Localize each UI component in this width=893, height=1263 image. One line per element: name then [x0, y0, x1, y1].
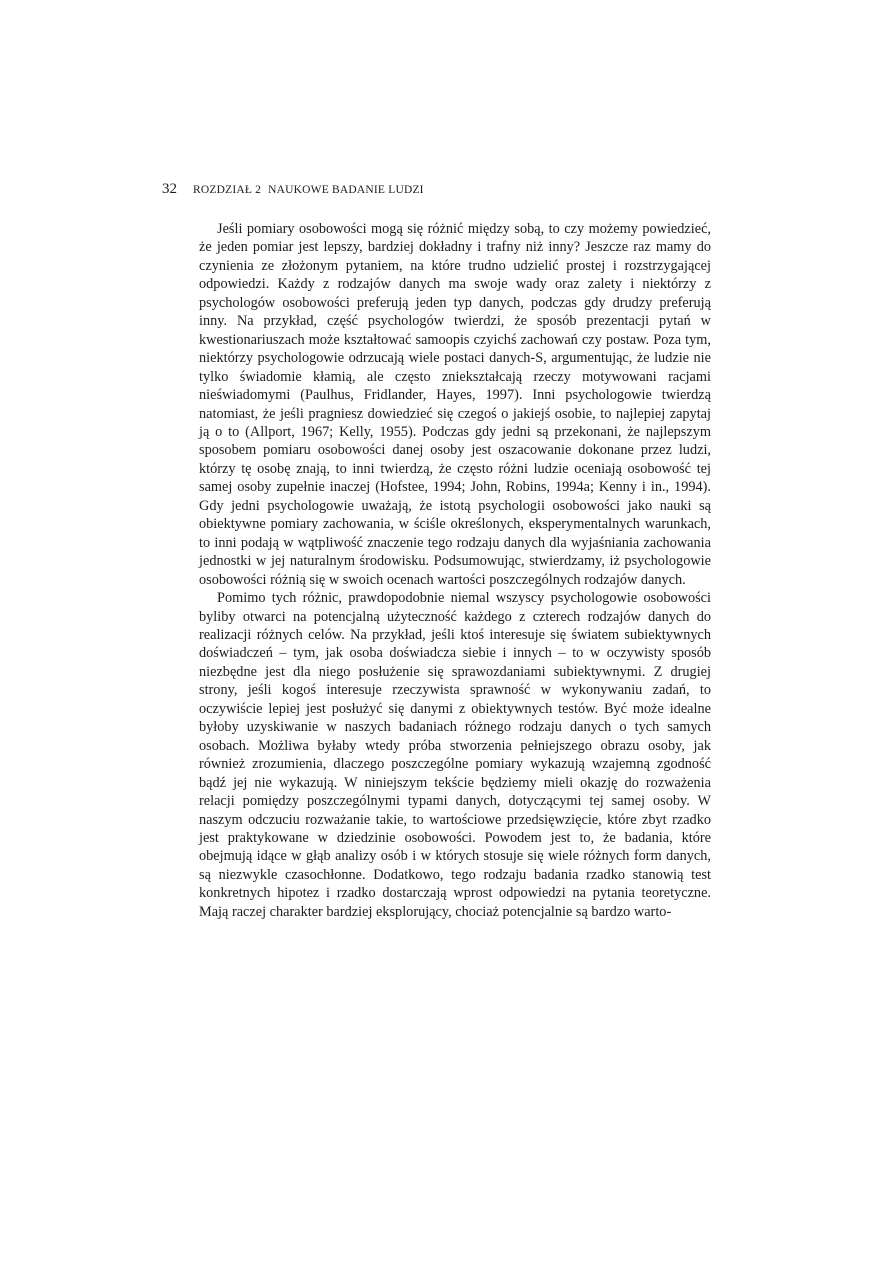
paragraph-1: Jeśli pomiary osobowości mogą się różnić między sobą, to czy możemy powiedzieć, że jeden pomiar jest lepszy, bardziej dokładny i trafny niż inny? Jeszcze raz mamy do czynienia ze złożonym pytaniem, na które trudno udzielić prostej i rozstrzygającej odpowiedzi. Każdy z rodzajów danych ma swoje wady oraz zalety i niektórzy z psychologów osobowości preferują jeden typ danych, podczas gdy drudzy preferują inny. Na przykład, część psychologów twierdzi, że sposób prezentacji pytań w kwestionariuszach może kształtować samoopis czyichś zachowań czy postaw. Poza tym, niektórzy psychologowie odrzucają wiele postaci danych-S, argumentując, że ludzie nie tylko świadomie kłamią, ale często zniekształcają rzeczy motywowani racjami nieświadomymi (Paulhus, Fridlander, Hayes, 1997). Inni psychologowie twierdzą natomiast, że jeśli pragniesz dowiedzieć się czegoś o jakiejś osobie, to najlepiej zapytaj ją o to (Allport, 1967; Kelly, 1955). Podczas gdy jedni są przekonani, że najlepszym sposobem pomiaru osobowości danej osoby jest oszacowanie dokonane przez ludzi, którzy tę osobę znają, to inni twierdzą, że często różni ludzie oceniają osobowość tej samej osoby zupełnie inaczej (Hofstee, 1994; John, Robins, 1994a; Kenny i in., 1994). Gdy jedni psychologowie uważają, że istotą psychologii osobowości jako nauki są obiektywne pomiary zachowania, w ściśle określonych, eksperymentalnych warunkach, to inni podają w wątpliwość znaczenie tego rodzaju danych dla wyjaśniania zachowania jednostki w jej naturalnym środowisku. Podsumowując, stwierdzamy, iż psychologowie osobowości różnią się w swoich ocenach wartości poszczególnych rodzajów danych.	[199, 221, 711, 588]
paragraph-2: Pomimo tych różnic, prawdopodobnie niemal wszyscy psychologowie osobowości byliby otwarci na potencjalną użyteczność każdego z czterech rodzajów danych do realizacji różnych celów. Na przykład, jeśli ktoś interesuje się światem subiektywnych doświadczeń – tym, jak osoba doświadcza siebie i innych – to w oczywisty sposób niezbędne jest dla niego posłużenie się sprawozdaniami subiektywnymi. Z drugiej strony, jeśli kogoś interesuje rzeczywista sprawność w wykonywaniu zadań, to oczywiście lepiej jest posłużyć się danymi z obiektywnych testów. Być może idealne byłoby uzyskiwanie w naszych badaniach różnego rodzaju danych o tych samych osobach. Możliwa byłaby wtedy próba stworzenia pełniejszego obrazu osoby, jak również zrozumienia, dlaczego poszczególne pomiary wykazują wzajemną zgodność bądź jej nie wykazują. W niniejszym tekście będziemy mieli okazję do rozważenia relacji pomiędzy poszczególnymi typami danych, dotyczącymi tej samej osoby. W naszym odczuciu rozważanie takie, to wartościowe przedsięwzięcie, które zbyt rzadko jest praktykowane w dziedzinie osobowości. Powodem jest to, że badania, które obejmują idące w głąb analizy osób i w których stosuje się wiele różnych form danych, są niezwykle czasochłonne. Dodatkowo, tego rodzaju badania rzadko stanowią test konkretnych hipotez i rzadko dostarczają wprost odpowiedzi na pytania teoretyczne. Mają raczej charakter bardziej eksplorujący, chociaż potencjalnie są bardzo warto-	[199, 590, 711, 920]
chapter-title: NAUKOWE BADANIE LUDZI	[268, 184, 424, 196]
body-text	[199, 220, 711, 921]
page-number: 32	[162, 181, 177, 197]
chapter-label: ROZDZIAŁ 2	[193, 184, 262, 196]
running-header	[162, 181, 722, 201]
